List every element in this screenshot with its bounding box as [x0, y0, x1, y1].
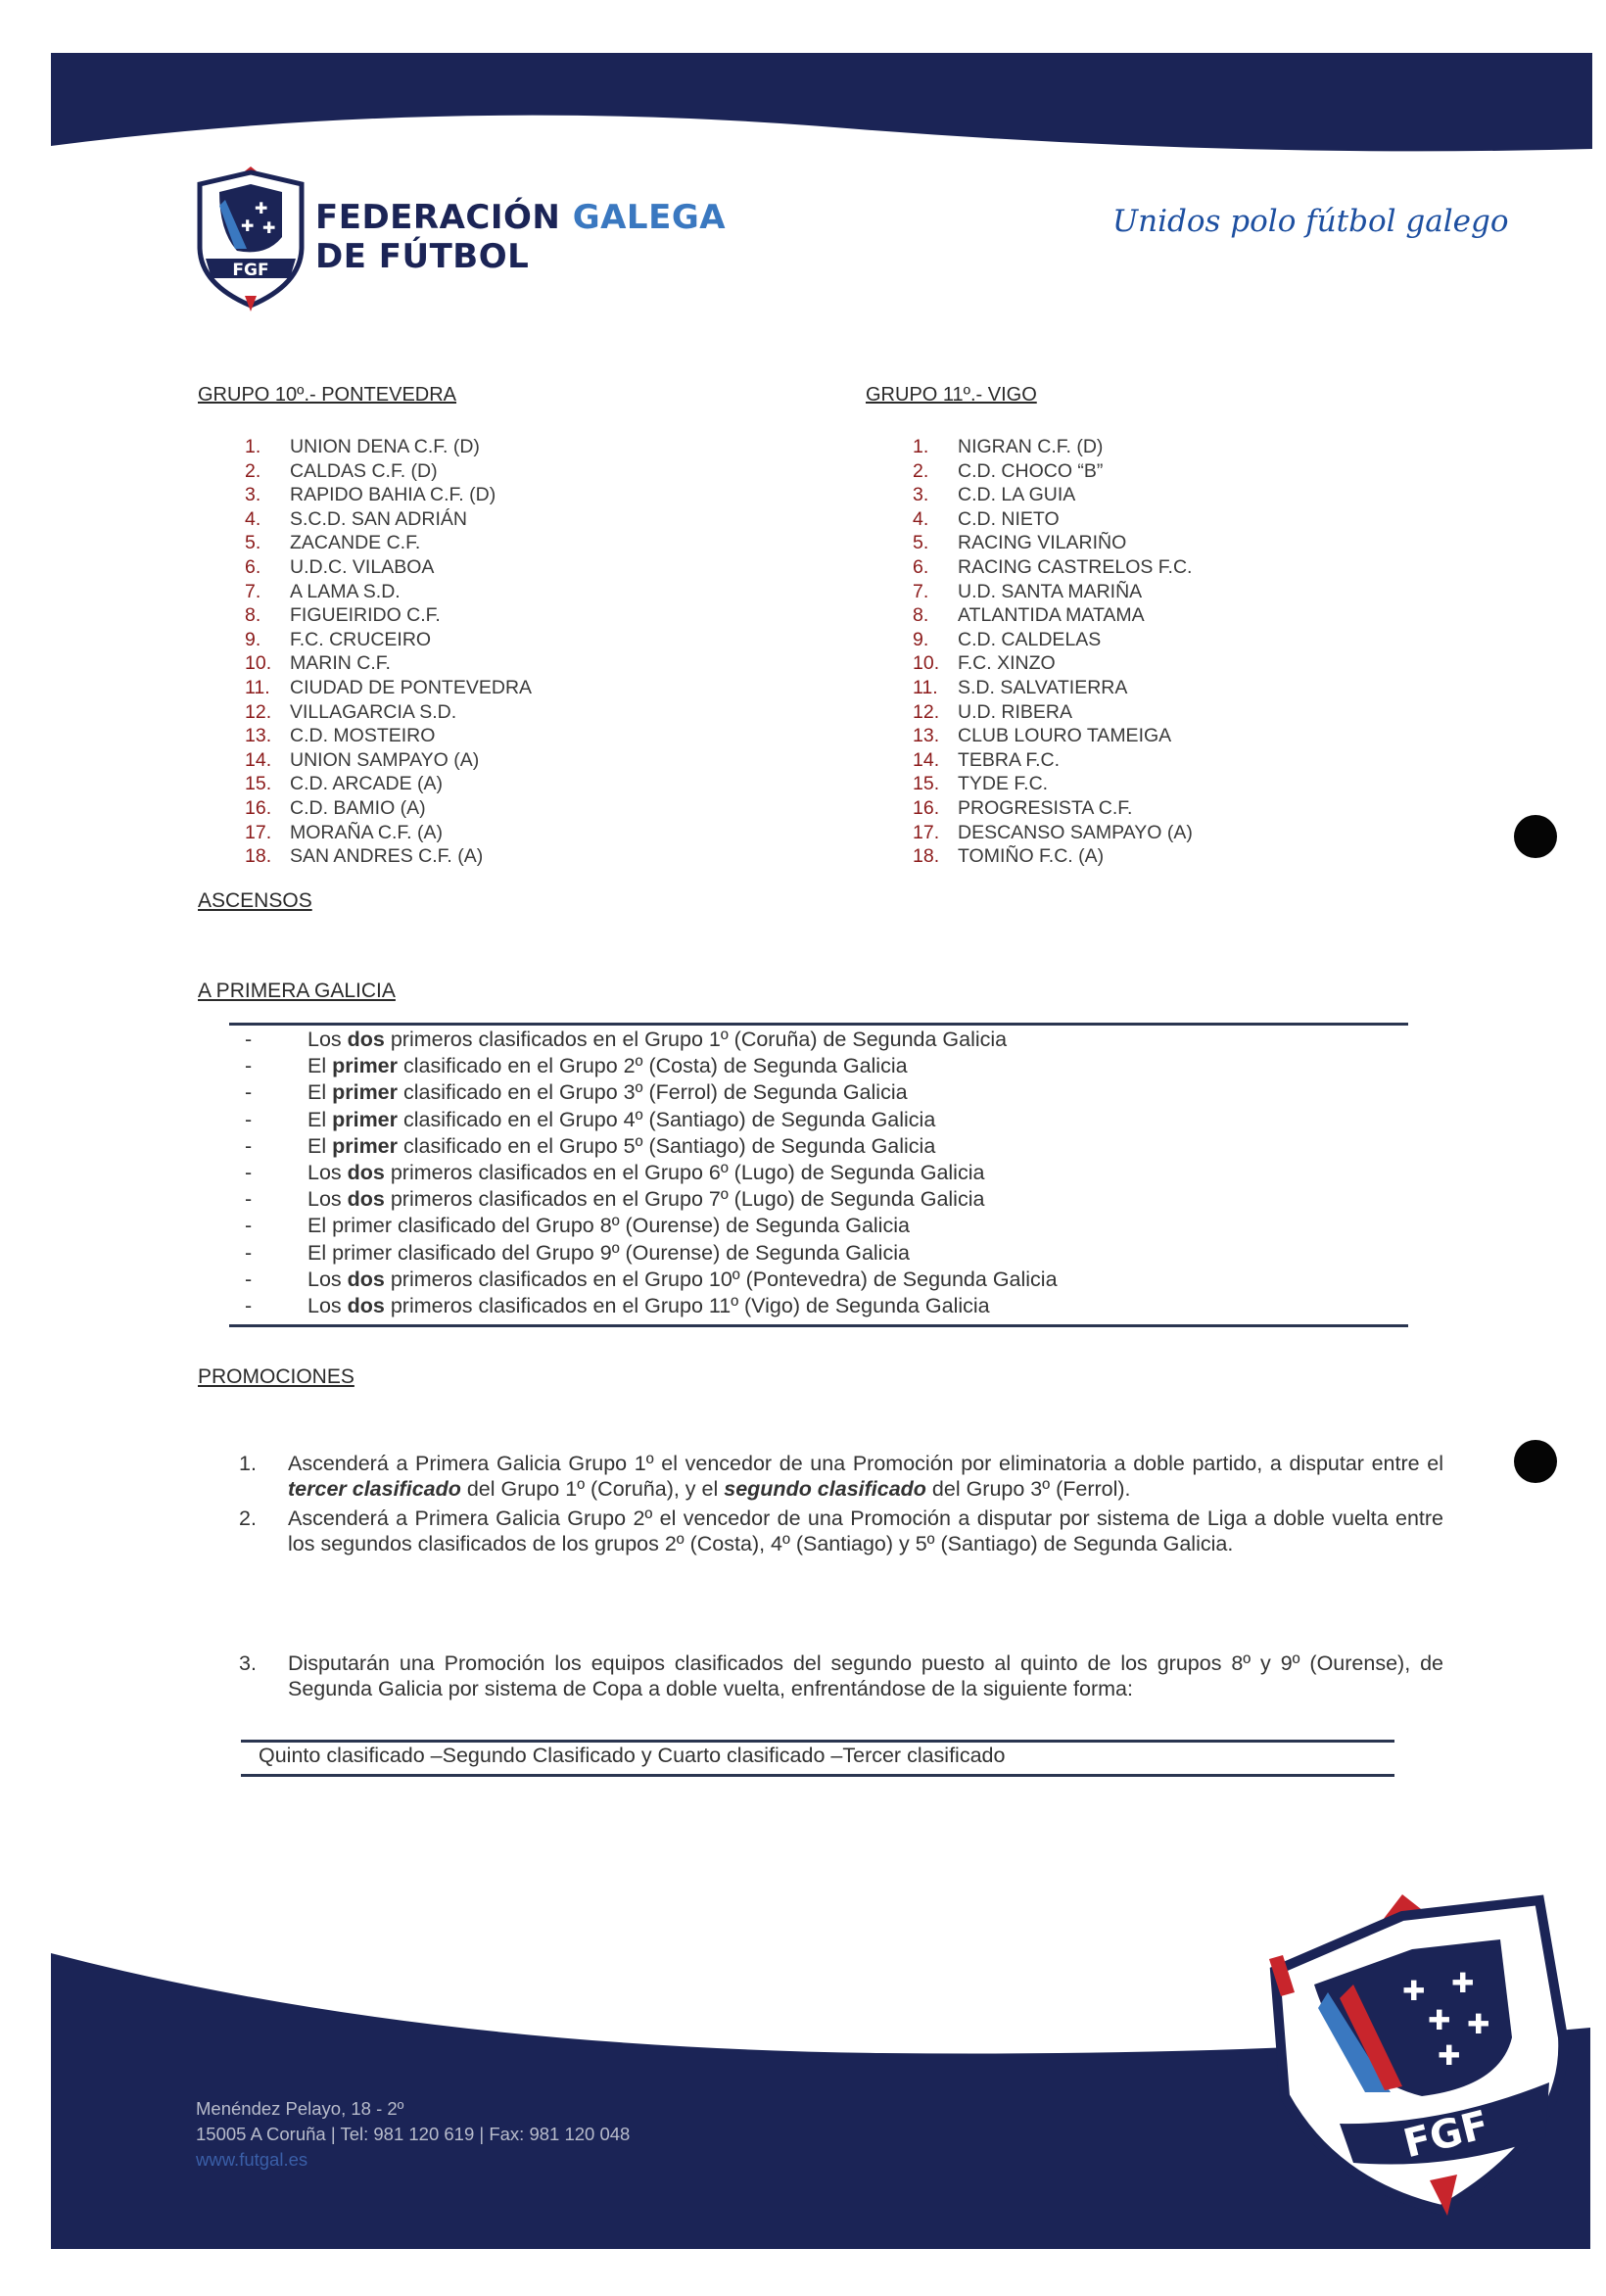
promo-item-2-text: Ascenderá a Primera Galicia Grupo 2º el vencedor de una Promoción a disputar por sistema de Liga a doble vuelta entre los segundos clasificados de los grupos 2º (Costa), 4º (Santiago) y 5º (Santiago) de Segunda Galicia.: [288, 1507, 1443, 1555]
team-list-item: [245, 724, 532, 748]
team-list-item: [913, 844, 1193, 869]
slogan: Unidos polo fútbol galego: [1112, 204, 1509, 239]
ascenso-text-post: primeros clasificados en el Grupo 7º (Lugo) de Segunda Galicia: [384, 1187, 985, 1212]
team-name: SAN ANDRES C.F. (A): [290, 845, 484, 868]
team-name: C.D. MOSTEIRO: [290, 725, 436, 747]
svg-text:✚: ✚: [1467, 2008, 1490, 2040]
ascenso-text-pre: Los: [307, 1028, 348, 1051]
promo-item-3-text: Disputarán una Promoción los equipos clasificados del segundo puesto al quinto de los grupos 8º y 9º (Ourense), de Segunda Galicia por sistema de Copa a doble vuelta, enfrentándose de la siguiente forma:: [288, 1651, 1443, 1700]
team-rank: 5.: [913, 532, 929, 554]
team-name: CALDAS C.F. (D): [290, 459, 438, 482]
team-list-item: [913, 700, 1193, 725]
federation-name-line2: DE FÚTBOL: [315, 237, 530, 276]
dash-bullet: -: [245, 1267, 253, 1291]
ascenso-item: [229, 1267, 1058, 1293]
promo-item-1: [239, 1452, 1443, 1502]
team-rank: 4.: [245, 507, 261, 530]
team-list-item: [913, 821, 1193, 845]
team-rank: 2.: [913, 459, 929, 482]
team-rank: 10.: [245, 652, 272, 675]
team-rank: 2.: [245, 459, 261, 482]
team-name: NIGRAN C.F. (D): [958, 436, 1104, 457]
team-rank: 15.: [913, 773, 940, 795]
team-name: S.C.D. SAN ADRIÁN: [290, 507, 467, 530]
team-rank: 6.: [245, 555, 261, 578]
pairing-box: [241, 1740, 1394, 1779]
team-list-item: [245, 483, 532, 507]
team-name: UNION DENA C.F. (D): [290, 436, 480, 457]
group-10-title: GRUPO 10º.- PONTEVEDRA: [198, 384, 457, 406]
team-list-item: [245, 651, 532, 676]
ascensos-bottom-rule: [229, 1324, 1408, 1327]
svg-text:✚: ✚: [1428, 2004, 1451, 2036]
team-name: PROGRESISTA C.F.: [958, 796, 1133, 819]
team-list-item: [245, 700, 532, 725]
svg-text:✚: ✚: [241, 216, 255, 235]
team-name: VILLAGARCIA S.D.: [290, 700, 457, 723]
team-rank: 4.: [913, 507, 929, 530]
footer-address: [196, 2096, 630, 2173]
team-name: C.D. LA GUIA: [958, 484, 1076, 506]
team-name: ATLANTIDA MATAMA: [958, 604, 1145, 627]
ascenso-item: [229, 1133, 1058, 1160]
team-name: C.D. CHOCO “B”: [958, 459, 1104, 482]
promo-item-3: [239, 1651, 1443, 1701]
team-name: UNION SAMPAYO (A): [290, 748, 480, 771]
team-rank: 10.: [913, 652, 940, 675]
ascenso-text-post: clasificado en el Grupo 3º (Ferrol) de Segunda Galicia: [398, 1080, 908, 1105]
team-name: MORAÑA C.F. (A): [290, 821, 444, 843]
svg-text:✚: ✚: [1402, 1975, 1426, 2007]
team-rank: 14.: [245, 748, 272, 771]
team-name: C.D. CALDELAS: [958, 628, 1102, 650]
team-name: C.D. ARCADE (A): [290, 773, 444, 795]
ascenso-text-bold: primer: [332, 1054, 399, 1078]
team-list-item: [245, 531, 532, 555]
team-rank: 9.: [245, 628, 261, 650]
team-name: DESCANSO SAMPAYO (A): [958, 821, 1193, 843]
team-list-item: [913, 628, 1193, 652]
ascenso-text-bold: primer: [332, 1080, 399, 1105]
team-rank: 7.: [913, 580, 929, 602]
ascenso-item: [229, 1027, 1058, 1053]
punch-hole-bottom: [1514, 1440, 1557, 1483]
svg-text:✚: ✚: [255, 199, 268, 217]
team-rank: 16.: [245, 796, 272, 819]
logo-badge-text: FGF: [232, 261, 269, 280]
team-name: MARIN C.F.: [290, 652, 391, 675]
team-rank: 13.: [913, 725, 940, 747]
ascenso-text-post: primeros clasificados en el Grupo 11º (Vigo) de Segunda Galicia: [384, 1293, 990, 1317]
team-name: U.D. SANTA MARIÑA: [958, 580, 1143, 602]
ascenso-text-post: clasificado en el Grupo 5º (Santiago) de Segunda Galicia: [398, 1133, 936, 1158]
pairing-top-rule: [241, 1740, 1394, 1743]
promo-item-1-number: 1.: [239, 1452, 257, 1475]
ascenso-item: [229, 1107, 1058, 1133]
dash-bullet: -: [245, 1160, 253, 1184]
team-rank: 17.: [245, 821, 272, 843]
team-list-item: [913, 580, 1193, 604]
team-rank: 11.: [913, 676, 938, 698]
team-rank: 13.: [245, 725, 272, 747]
promo-item-3-number: 3.: [239, 1651, 257, 1675]
team-list-item: [245, 435, 532, 459]
team-list-item: [245, 844, 532, 869]
team-name: TOMIÑO F.C. (A): [958, 845, 1105, 868]
team-list-item: [913, 507, 1193, 532]
ascenso-text-post: primeros clasificados en el Grupo 1º (Coruña) de Segunda Galicia: [384, 1028, 1008, 1051]
ascenso-item: [229, 1186, 1058, 1213]
ascenso-item: [229, 1293, 1058, 1319]
team-rank: 8.: [245, 604, 261, 627]
team-name: C.D. BAMIO (A): [290, 796, 426, 819]
federation-name-line1a: FEDERACIÓN: [315, 198, 561, 237]
group-11-team-list: [913, 435, 1193, 869]
team-name: RACING CASTRELOS F.C.: [958, 555, 1193, 578]
ascensos-title: ASCENSOS: [198, 889, 312, 912]
ascenso-text-pre: El: [307, 1107, 333, 1131]
team-list-item: [245, 772, 532, 796]
team-list-item: [245, 821, 532, 845]
ascenso-item: [229, 1160, 1058, 1186]
team-rank: 1.: [245, 436, 261, 457]
ascenso-text-bold: primer: [332, 1133, 399, 1158]
team-list-item: [245, 628, 532, 652]
dash-bullet: -: [245, 1107, 253, 1131]
ascenso-text-post: primeros clasificados en el Grupo 10º (Pontevedra) de Segunda Galicia: [384, 1267, 1058, 1291]
ascenso-item: [229, 1240, 1058, 1267]
svg-text:✚: ✚: [1451, 1967, 1475, 1999]
team-list-item: [245, 459, 532, 484]
pairing-bottom-rule: [241, 1774, 1394, 1777]
team-name: A LAMA S.D.: [290, 580, 401, 602]
team-name: F.C. XINZO: [958, 652, 1056, 675]
team-list-item: [913, 724, 1193, 748]
federation-name-line1b: GALEGA: [572, 198, 727, 237]
dash-bullet: -: [245, 1293, 253, 1317]
dash-bullet: -: [245, 1187, 253, 1212]
pairing-text: Quinto clasificado –Segundo Clasificado y Cuarto clasificado –Tercer clasificado: [259, 1744, 1006, 1767]
address-line-1: Menéndez Pelayo, 18 - 2º: [196, 2098, 404, 2119]
svg-text:✚: ✚: [1438, 2039, 1461, 2072]
team-name: TYDE F.C.: [958, 773, 1049, 795]
ascenso-text-bold: primer: [332, 1107, 399, 1131]
team-name: U.D. RIBERA: [958, 700, 1073, 723]
team-list-item: [913, 483, 1193, 507]
team-list-item: [913, 555, 1193, 580]
team-list-item: [245, 580, 532, 604]
team-name: S.D. SALVATIERRA: [958, 676, 1128, 698]
ascenso-text-pre: El: [307, 1080, 333, 1105]
ascenso-text-post: clasificado en el Grupo 2º (Costa) de Segunda Galicia: [398, 1054, 908, 1078]
ascenso-text-pre: Los: [307, 1267, 348, 1291]
ascenso-text-pre: El: [307, 1054, 333, 1078]
team-name: CIUDAD DE PONTEVEDRA: [290, 676, 533, 698]
team-rank: 5.: [245, 532, 261, 554]
ascenso-text-pre: Los: [307, 1187, 348, 1212]
promo-item-2-number: 2.: [239, 1507, 257, 1530]
team-rank: 15.: [245, 773, 272, 795]
primera-galicia-subtitle: A PRIMERA GALICIA: [198, 980, 396, 1002]
team-name: F.C. CRUCEIRO: [290, 628, 432, 650]
team-name: TEBRA F.C.: [958, 748, 1061, 771]
team-list-item: [913, 531, 1193, 555]
promo-item-2: [239, 1507, 1443, 1556]
ascenso-text-post: clasificado en el Grupo 4º (Santiago) de Segunda Galicia: [398, 1107, 936, 1131]
team-rank: 6.: [913, 555, 929, 578]
team-rank: 16.: [913, 796, 940, 819]
ascenso-text-bold: dos: [347, 1187, 385, 1212]
team-list-item: [913, 772, 1193, 796]
team-name: CLUB LOURO TAMEIGA: [958, 725, 1172, 747]
team-rank: 3.: [913, 484, 929, 506]
team-name: ZACANDE C.F.: [290, 532, 421, 554]
federation-logo: [192, 163, 309, 311]
team-list-item: [245, 603, 532, 628]
team-list-item: [913, 651, 1193, 676]
team-rank: 14.: [913, 748, 940, 771]
team-rank: 18.: [913, 845, 940, 868]
ascenso-text-post: primeros clasificados en el Grupo 6º (Lugo) de Segunda Galicia: [384, 1160, 985, 1184]
team-rank: 12.: [245, 700, 272, 723]
team-rank: 12.: [913, 700, 940, 723]
ascensos-box: [229, 1023, 1408, 1328]
team-rank: 7.: [245, 580, 261, 602]
ascenso-text-bold: dos: [347, 1293, 385, 1317]
ascenso-text-bold: dos: [347, 1267, 385, 1291]
team-rank: 9.: [913, 628, 929, 650]
promociones-title: PROMOCIONES: [198, 1365, 354, 1388]
dash-bullet: -: [245, 1054, 253, 1078]
team-rank: 11.: [245, 676, 270, 698]
ascensos-list: [229, 1027, 1058, 1319]
ascenso-text-pre: Los: [307, 1293, 348, 1317]
team-list-item: [913, 459, 1193, 484]
dash-bullet: -: [245, 1240, 253, 1265]
team-rank: 1.: [913, 436, 929, 457]
team-rank: 17.: [913, 821, 940, 843]
team-list-item: [245, 676, 532, 700]
dash-bullet: -: [245, 1080, 253, 1105]
team-list-item: [913, 796, 1193, 821]
ascenso-text-bold: dos: [347, 1028, 385, 1051]
team-list-item: [913, 435, 1193, 459]
team-list-item: [245, 796, 532, 821]
ascenso-text-pre: Los: [307, 1160, 348, 1184]
ascenso-item: [229, 1213, 1058, 1239]
team-name: U.D.C. VILABOA: [290, 555, 435, 578]
group-11-title: GRUPO 11º.- VIGO: [866, 384, 1037, 406]
ascenso-text-pre: El primer clasificado del Grupo 8º (Ourense) de Segunda Galicia: [307, 1214, 910, 1238]
group-10-team-list: [245, 435, 532, 869]
ascenso-text-pre: El: [307, 1133, 333, 1158]
dash-bullet: -: [245, 1028, 253, 1051]
svg-text:✚: ✚: [262, 218, 276, 237]
team-name: RAPIDO BAHIA C.F. (D): [290, 484, 496, 506]
team-rank: 18.: [245, 845, 272, 868]
dash-bullet: -: [245, 1133, 253, 1158]
promo-item-1-text: Ascenderá a Primera Galicia Grupo 1º el vencedor de una Promoción por eliminatoria a doble partido, a disputar entre el tercer clasificado del Grupo 1º (Coruña), y el segundo clasificado del Grupo 3º (Ferrol).: [288, 1452, 1443, 1501]
team-list-item: [245, 507, 532, 532]
footer-federation-logo: [1255, 1890, 1579, 2224]
team-rank: 3.: [245, 484, 261, 506]
team-name: RACING VILARIÑO: [958, 532, 1127, 554]
team-list-item: [913, 603, 1193, 628]
ascenso-item: [229, 1079, 1058, 1106]
team-name: C.D. NIETO: [958, 507, 1060, 530]
ascenso-text-bold: dos: [347, 1160, 385, 1184]
ascensos-top-rule: [229, 1023, 1408, 1026]
footer-logo-badge-text: FGF: [1398, 2102, 1493, 2168]
punch-hole-top: [1514, 815, 1557, 858]
ascenso-text-pre: El primer clasificado del Grupo 9º (Ourense) de Segunda Galicia: [307, 1240, 910, 1265]
team-list-item: [913, 676, 1193, 700]
team-list-item: [245, 555, 532, 580]
federation-name: [315, 198, 726, 276]
team-list-item: [913, 748, 1193, 773]
website-link[interactable]: www.futgal.es: [196, 2149, 308, 2170]
team-name: FIGUEIRIDO C.F.: [290, 604, 441, 627]
team-rank: 8.: [913, 604, 929, 627]
dash-bullet: -: [245, 1214, 253, 1238]
team-list-item: [245, 748, 532, 773]
address-line-2: 15005 A Coruña | Tel: 981 120 619 | Fax: 981 120 048: [196, 2124, 631, 2144]
ascenso-item: [229, 1053, 1058, 1079]
